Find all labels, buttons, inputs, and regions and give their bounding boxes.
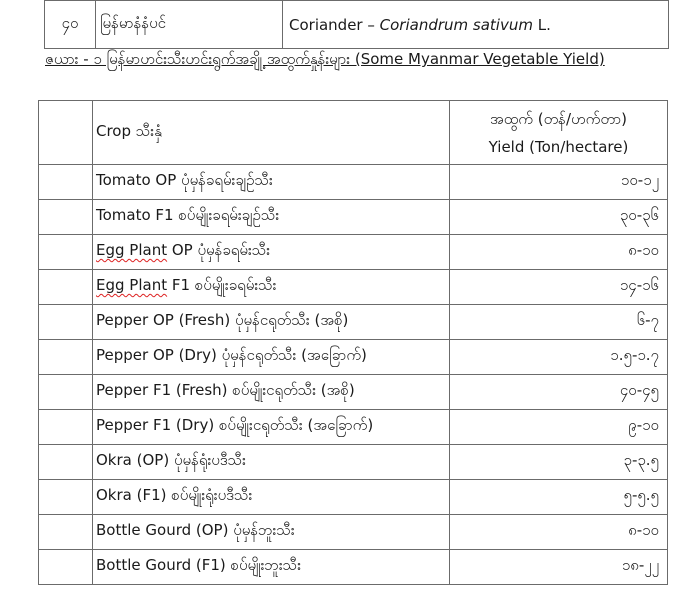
table-caption: ဇယား - ၁ မြန်မာဟင်းသီးဟင်းရွက်အချို့ အထွက်နှုန်းများ (Some Myanmar Vegetable Yield): [45, 50, 605, 68]
blank-cell: [39, 375, 93, 410]
species-table: [44, 0, 669, 49]
crop-name: OP ပုံမှန်ခရမ်းသီး: [167, 241, 271, 259]
table-row: [39, 375, 668, 410]
crop-cell: [93, 200, 450, 235]
header-row: [39, 101, 668, 165]
blank-cell: [39, 165, 93, 200]
crop-name: Pepper OP (Dry) ပုံမှန်ငရုတ်သီး (အခြောက်): [96, 346, 367, 364]
yield-value: ၁၄-၁၆: [450, 270, 668, 305]
blank-cell: [39, 200, 93, 235]
crop-name: Tomato F1 စပ်မျိုးခရမ်းချဉ်သီး: [96, 206, 280, 224]
table-row: [39, 515, 668, 550]
yield-value: ၆-၇: [450, 305, 668, 340]
scientific-name: Coriandrum sativum: [379, 15, 533, 34]
crop-name: Pepper OP (Fresh) ပုံမှန်ငရုတ်သီး (အစို): [96, 311, 349, 329]
crop-name: Pepper F1 (Dry) စပ်မျိုးငရုတ်သီး (အခြောက်): [96, 416, 374, 434]
blank-cell: [39, 480, 93, 515]
crop-cell: [93, 375, 450, 410]
crop-name: Okra (F1) စပ်မျိုးရုံးပဒီသီး: [96, 486, 253, 504]
crop-cell: [93, 480, 450, 515]
yield-value: ၉-၁၀: [450, 410, 668, 445]
yield-rows: [39, 165, 668, 585]
spellcheck-marked-text: Egg Plant: [96, 241, 168, 259]
blank-cell: [39, 235, 93, 270]
table-row: [39, 480, 668, 515]
myanmar-name-cell: မြန်မာနံနံပင်: [96, 1, 283, 49]
table-row: [39, 165, 668, 200]
table-row: [39, 305, 668, 340]
yield-value: ၈-၁၀: [450, 235, 668, 270]
yield-header: [450, 101, 668, 165]
spellcheck-marked-text: Egg Plant: [96, 276, 168, 294]
yield-header-mm: အထွက် (တန်/ဟက်တာ): [490, 109, 627, 128]
blank-cell: [39, 410, 93, 445]
yield-value: ၈-၁၀: [450, 515, 668, 550]
crop-cell: [93, 515, 450, 550]
crop-name: Pepper F1 (Fresh) စပ်မျိုးငရုတ်သီး (အစို): [96, 381, 355, 399]
table-row: [39, 550, 668, 585]
crop-name: Tomato OP ပုံမှန်ခရမ်းချဉ်သီး: [96, 171, 273, 189]
blank-cell: [39, 340, 93, 375]
yield-value: ၁.၅-၁.၇: [450, 340, 668, 375]
blank-cell: [39, 515, 93, 550]
table-row: [39, 235, 668, 270]
blank-cell: [39, 445, 93, 480]
table-row: [39, 410, 668, 445]
blank-cell: [39, 550, 93, 585]
crop-cell: [93, 550, 450, 585]
crop-cell: [93, 270, 450, 305]
yield-value: ၁၈-၂၂: [450, 550, 668, 585]
crop-name: F1 စပ်မျိုးခရမ်းသီး: [167, 276, 277, 294]
blank-cell: [39, 270, 93, 305]
crop-cell: [93, 340, 450, 375]
crop-name: Okra (OP) ပုံမှန်ရုံးပဒီသီး: [96, 451, 246, 469]
yield-value: ၅-၅.၅: [450, 480, 668, 515]
table-row: [39, 340, 668, 375]
crop-cell: [93, 445, 450, 480]
crop-name: Bottle Gourd (F1) စပ်မျိုးဘူးသီး: [96, 556, 301, 574]
crop-header: Crop သီးနှံ: [93, 101, 450, 165]
yield-header-en: Yield (Ton/hectare): [488, 137, 629, 156]
crop-cell: [93, 305, 450, 340]
row-number: ၄၀: [45, 1, 96, 49]
english-name: Coriander –: [289, 15, 380, 34]
yield-value: ၁၀-၁၂: [450, 165, 668, 200]
crop-cell: [93, 235, 450, 270]
blank-cell: [39, 101, 93, 165]
table-row: [39, 445, 668, 480]
table-row: [39, 270, 668, 305]
table-row: [45, 1, 669, 49]
table-row: [39, 200, 668, 235]
blank-cell: [39, 305, 93, 340]
english-name-cell: [283, 1, 669, 49]
yield-value: ၃၀-၃၆: [450, 200, 668, 235]
author-abbrev: L.: [532, 15, 551, 34]
yield-value: ၄၀-၄၅: [450, 375, 668, 410]
yield-table: [38, 100, 668, 585]
crop-cell: [93, 410, 450, 445]
yield-value: ၃-၃.၅: [450, 445, 668, 480]
crop-cell: [93, 165, 450, 200]
crop-name: Bottle Gourd (OP) ပုံမှန်ဘူးသီး: [96, 521, 295, 539]
